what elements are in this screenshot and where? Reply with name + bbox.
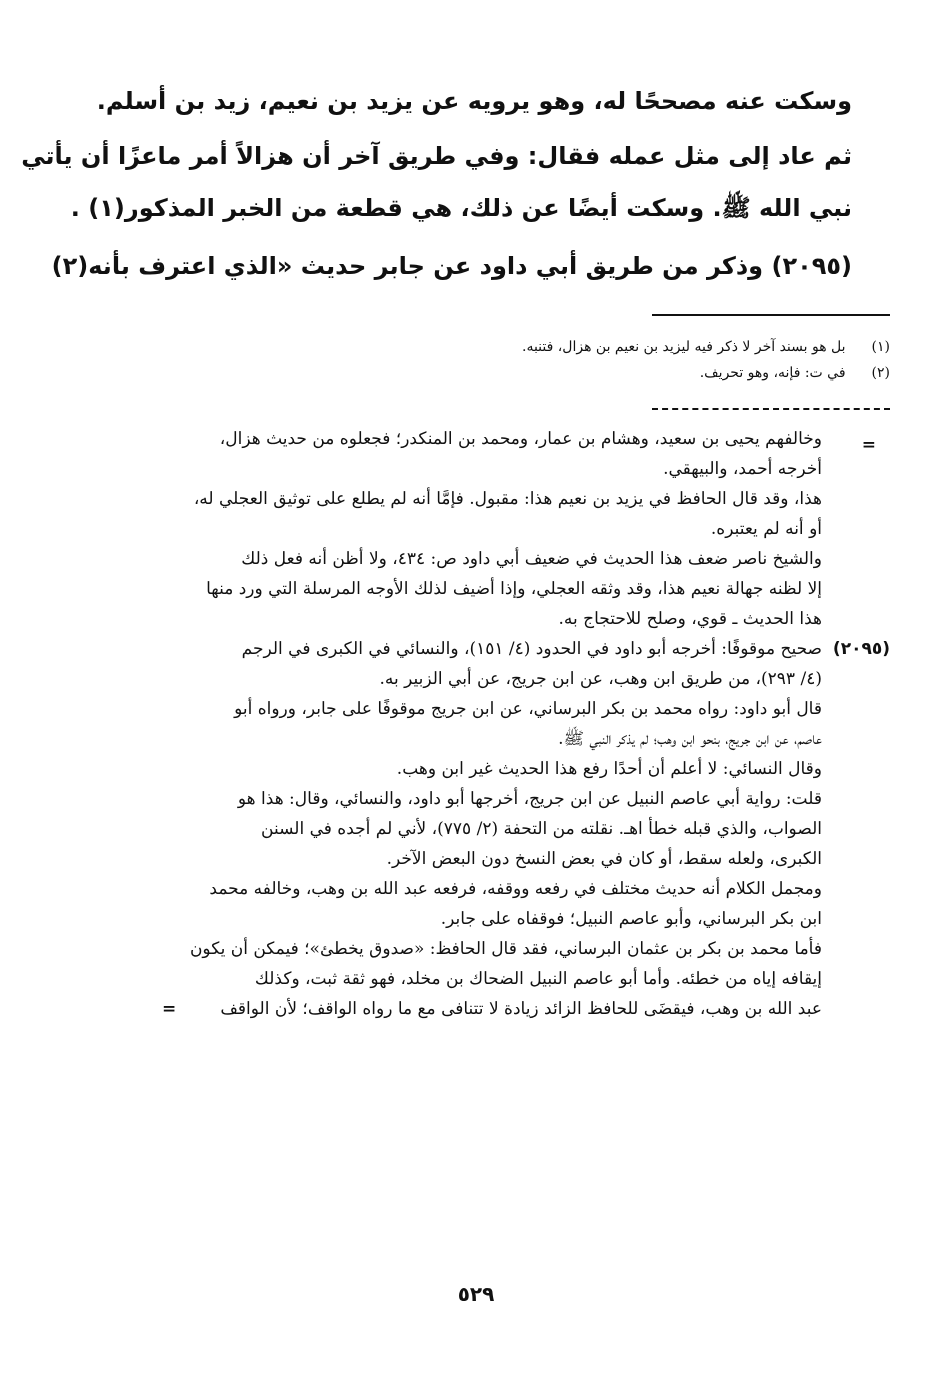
- commentary-line: ومجمل الكلام أنه حديث مختلف في رفعه ووقفه، فرفعه عبد الله بن وهب، وخالفه محمد: [209, 879, 822, 899]
- commentary-line: إيقافه إياه من خطئه. وأما أبو عاصم النبيل الضحاك بن مخلد، فهو ثقة ثبت، وكذلك: [254, 969, 822, 989]
- main-line: ثم عاد إلى مثل عمله فقال: وفي طريق آخر أن هزالاً أمر ماعزًا أن يأتي: [21, 142, 852, 170]
- commentary-line: إلا لظنه جهالة نعيم هذا، وقد وثقه العجلي، وإذا أضيف لذلك الأوجه المرسلة التي ورد منها: [206, 579, 822, 599]
- page-number: ٥٢٩: [457, 1282, 495, 1306]
- footnote-number: (١): [871, 339, 890, 355]
- commentary-line: (٤/ ٢٩٣)، من طريق ابن وهب، عن ابن جريج، عن أبي الزبير به.: [379, 669, 822, 689]
- commentary-separator: [652, 408, 890, 410]
- footnote-text: في ت: فإنه، وهو تحريف.: [699, 365, 846, 381]
- commentary-line: قلت: رواية أبي عاصم النبيل عن ابن جريج، أخرجها أبو داود، والنسائي، وقال: هذا هو: [237, 789, 822, 809]
- commentary-line: أو أنه لم يعتبره.: [710, 519, 822, 539]
- commentary-line: أخرجه أحمد، والبيهقي.: [663, 459, 822, 479]
- main-line: وسكت عنه مصححًا له، وهو يرويه عن يزيد بن نعيم، زيد بن أسلم.: [96, 87, 852, 115]
- trailing-continuation-marker: =: [162, 999, 177, 1019]
- footnote-separator: [652, 314, 890, 316]
- continuation-marker: =: [861, 435, 876, 455]
- commentary-line: هذا، وقد قال الحافظ في يزيد بن نعيم هذا: مقبول. فإمَّا أنه لم يطلع على توثيق العجلي له،: [193, 489, 822, 509]
- commentary-line: عاصم، عن ابن جريج، بنحو ابن وهب؛ لم يذكر النبي ﷺ.: [558, 729, 822, 749]
- commentary-hadith-number: (٢٠٩٥): [832, 639, 890, 659]
- commentary-line: وقال النسائي: لا أعلم أن أحدًا رفع هذا الحديث غير ابن وهب.: [396, 759, 822, 779]
- commentary-line: قال أبو داود: رواه محمد بن بكر البرساني، عن ابن جريج موقوفًا على جابر، ورواه أبو: [234, 699, 822, 719]
- hadith-text: وذكر من طريق أبي داود عن جابر حديث «الذي اعترف بأنه(٢): [51, 252, 764, 280]
- footnote-text: بل هو بسند آخر لا ذكر فيه ليزيد بن نعيم بن هزال، فتنبه.: [522, 339, 846, 355]
- hadith-number: (٢٠٩٥): [771, 252, 852, 280]
- commentary-line: = وخالفهم يحيى بن سعيد، وهشام بن عمار، ومحمد بن المنكدر؛ فجعلوه من حديث هزال،: [180, 424, 890, 454]
- main-text: [21, 78, 852, 292]
- commentary-line: ابن بكر البرساني، وأبو عاصم النبيل؛ فوقفاه على جابر.: [440, 909, 822, 929]
- commentary-line: فأما محمد بن بكر بن عثمان البرساني، فقد قال الحافظ: «صدوق يخطئ»؛ فيمكن أن يكون: [189, 939, 822, 959]
- commentary-line: الصواب، والذي قبله خطأ اهـ. نقلته من التحفة (٢/ ٧٧٥)، لأني لم أجده في السنن: [261, 819, 822, 839]
- footnote: [220, 334, 890, 360]
- footnotes: [220, 334, 890, 386]
- commentary-line: الكبرى، ولعله سقط، أو كان في بعض النسخ دون البعض الآخر.: [386, 849, 822, 869]
- main-hadith-line: [51, 240, 852, 292]
- commentary: [162, 424, 890, 1024]
- commentary-line: عبد الله بن وهب، فيقضَى للحافظ الزائد زيادة لا تتنافى مع ما رواه الواقف؛ لأن الواقف =: [180, 994, 890, 1024]
- commentary-line: هذا الحديث ـ قوي، وصلح للاحتجاج به.: [558, 609, 822, 629]
- footnote: [220, 360, 890, 386]
- footnote-number: (٢): [871, 365, 890, 381]
- commentary-line: والشيخ ناصر ضعف هذا الحديث في ضعيف أبي داود ص: ٤٣٤، ولا أظن أنه فعل ذلك: [241, 549, 822, 569]
- main-line: نبي الله ﷺ. وسكت أيضًا عن ذلك، هي قطعة من الخبر المذكور(١) .: [70, 194, 852, 222]
- commentary-hadith-line: (٢٠٩٥) صحيح موقوفًا: أخرجه أبو داود في الحدود (٤/ ١٥١)، والنسائي في الكبرى في الرجم: [180, 634, 890, 664]
